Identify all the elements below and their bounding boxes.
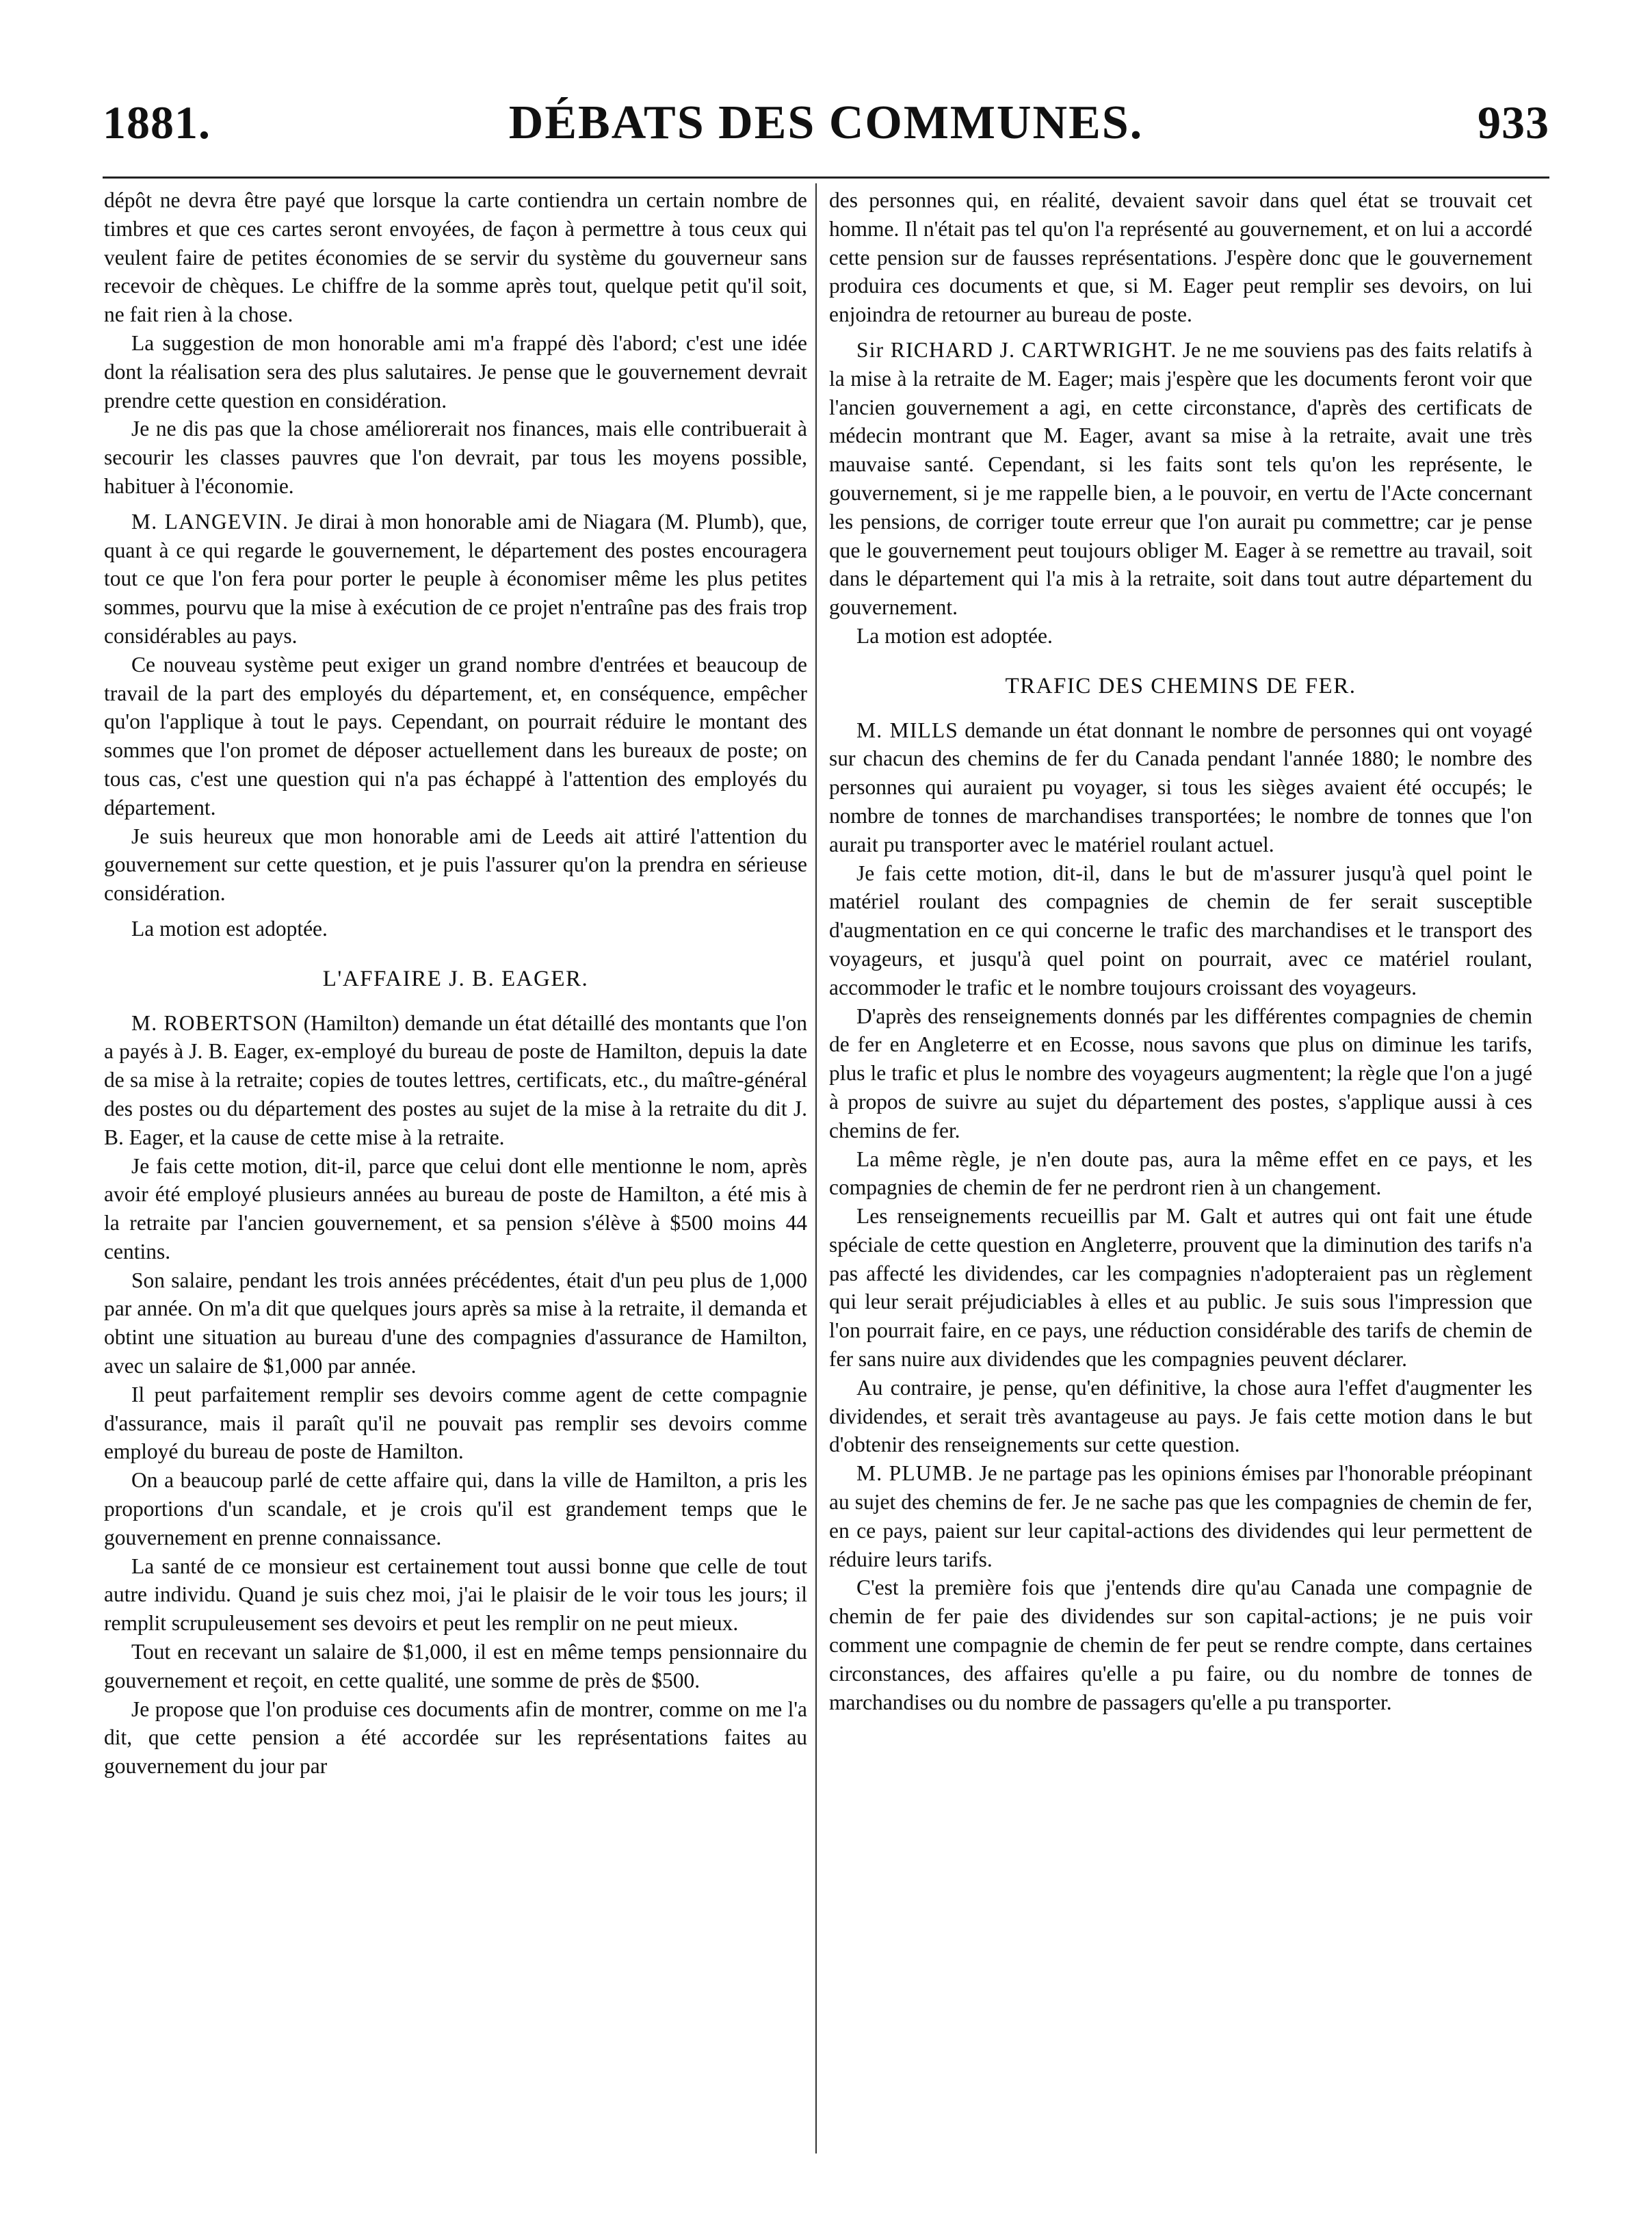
paragraph: Les renseignements recueillis par M. Galt et autres qui ont fait une étude spéciale de cette question en Angleterre, prouvent que la diminution des tarifs n'a pas affecté les dividendes, car les compagnies n'adopteraient pas un règlement qui leur serait préjudiciables à elles et au public. Je suis sous l'impression que l'on pourrait faire, en ce pays, une réduction considérable des tarifs de chemin de fer sans nuire aux dividendes que les compagnies peuvent déclarer. xyxy=(829,1204,1532,1372)
paragraph: Tout en recevant un salaire de $1,000, il est en même temps pensionnaire du gouvernement et reçoit, en cette qualité, une somme de près de $500. xyxy=(104,1640,807,1692)
paragraph: Je fais cette motion, dit-il, parce que celui dont elle mentionne le nom, après avoir été employé plusieurs années au bureau de poste de Hamilton, a été mis à la retraite par l'ancien gouvernement, et sa pension s'élève à $500 moins 44 centins. xyxy=(104,1153,807,1263)
right-column xyxy=(829,186,1532,1716)
paragraph: Je fais cette motion, dit-il, dans le but de m'assurer jusqu'à quel point le matériel roulant des compagnies de chemin de fer serait susceptible d'augmentation en ce qui concerne le trafic des marchandises et le transport des voyageurs, et jusqu'à quel point on pourrait, avec ce matériel roulant, accommoder le trafic et le nombre toujours croissant des voyageurs. xyxy=(829,861,1532,999)
paragraph xyxy=(829,716,1532,859)
speaker-name: Sir RICHARD J. CARTWRIGHT. xyxy=(856,337,1177,362)
paragraph: dépôt ne devra être payé que lorsque la carte contiendra un certain nombre de timbres et que ces cartes seront envoyées, de façon à permettre à tous ceux qui veulent faire de petites économies de se servir du système du gouverneur sans recevoir de chèques. Le chiffre de la somme après tout, quelque petit qu'il soit, ne fait rien à la chose. xyxy=(104,188,807,327)
paragraph-text: Je dirai à mon honorable ami de Niagara (M. Plumb), que, quant à ce qui regarde le gouvernement, le département des postes encouragera tout ce que l'on fera pour porter le peuple à économiser même les plus petites sommes, pourvu que la mise à exécution de ce projet n'entraîne pas des frais trop considérables au pays. xyxy=(104,509,808,648)
paragraph: D'après des renseignements donnés par les différentes compagnies de chemin de fer en Angleterre et en Ecosse, nous savons que plus on diminue les tarifs, plus le trafic et plus le nombre des voyageurs augmentent; la règle que l'on a jugé à propos de suivre au sujet du département des postes, s'applique aussi à ces chemins de fer. xyxy=(829,1004,1532,1142)
paragraph-text: demande un état donnant le nombre de personnes qui ont voyagé sur chacun des chemins de fer du Canada pendant l'année 1880; le nombre des personnes qui auraient pu voyager, si tous les sièges avaient été occupés; le nombre de tonnes de marchandises transportées; le nombre de tonnes que l'on aurait pu transporter avec le matériel roulant actuel. xyxy=(829,718,1533,856)
paragraph: On a beaucoup parlé de cette affaire qui, dans la ville de Hamilton, a pris les proportions d'un scandale, et je crois qu'il est grandement temps que le gouvernement en prenne connaissance. xyxy=(104,1468,807,1549)
paragraph: La motion est adoptée. xyxy=(131,916,328,941)
paragraph xyxy=(104,508,807,651)
speaker-name: M. MILLS xyxy=(856,718,959,742)
paragraph-text: Je ne partage pas les opinions émises par l'honorable préopinant au sujet des chemins de fer. Je ne sache pas que les compagnies de chemin de fer, en ce pays, paient sur leur capital-actions des dividendes qui leur permettent de réduire leurs tarifs. xyxy=(829,1461,1532,1571)
paragraph: Ce nouveau système peut exiger un grand nombre d'entrées et beaucoup de travail de la part des employés du département, et, en conséquence, empêcher qu'on l'applique à tout le pays. Cependant, on pourrait réduire le montant des sommes que l'on promet de déposer actuellement dans les bureaux de poste; on tous cas, c'est une question qui n'a pas échappé à l'attention des employés du département. xyxy=(104,652,807,820)
section-heading: TRAFIC DES CHEMINS DE FER. xyxy=(1005,673,1356,698)
paragraph-text: Je ne me souviens pas des faits relatifs à la mise à la retraite de M. Eager; mais j'espère que les documents feront voir que l'ancien gouvernement a agi, en cette circonstance, d'après des certificats de médecin montrant que M. Eager, avant sa mise à la retraite, avait une très mauvaise santé. Cependant, si les faits sont tels qu'on les représente, le gouvernement, si je me rappelle bien, a le pouvoir, en vertu de l'Acte concernant les pensions, de corriger toute erreur que l'on aurait pu commettre; car je pense que le gouvernement peut toujours obliger M. Eager à se remettre au travail, soit dans le département qui l'a mis à la retraite, soit dans tout autre département du gouvernement. xyxy=(829,337,1533,620)
header-rule xyxy=(103,176,1549,179)
speaker-name: M. ROBERTSON xyxy=(131,1010,298,1035)
speaker-name: M. LANGEVIN. xyxy=(131,509,289,534)
paragraph: Il peut parfaitement remplir ses devoirs comme agent de cette compagnie d'assurance, mais il paraît qu'il ne pouvait pas remplir ses devoirs comme employé du bureau de poste de Hamilton. xyxy=(104,1382,807,1464)
header-title: DÉBATS DES COMMUNES. xyxy=(508,96,1144,149)
paragraph xyxy=(829,1459,1532,1573)
column-divider xyxy=(815,183,817,2153)
paragraph: La même règle, je n'en doute pas, aura la même effet en ce pays, et les compagnies de chemin de fer ne perdront rien à un changement. xyxy=(829,1147,1532,1200)
paragraph: La motion est adoptée. xyxy=(856,623,1053,648)
paragraph: C'est la première fois que j'entends dire qu'au Canada une compagnie de chemin de fer paie des dividendes sur son capital-actions; je ne puis voir comment une compagnie de chemin de fer peut se rendre compte, dans certaines circonstances, des affaires qu'elle a pu faire, ou du nombre de tonnes de marchandises ou du nombre de passagers qu'elle a pu transporter. xyxy=(829,1575,1532,1714)
header-year: 1881. xyxy=(103,96,211,148)
paragraph: Je ne dis pas que la chose améliorerait nos finances, mais elle contribuerait à secourir les classes pauvres que l'on devrait, par tous les moyens possible, habituer à l'économie. xyxy=(104,417,807,498)
paragraph: Au contraire, je pense, qu'en définitive, la chose aura l'effet d'augmenter les dividendes, et serait très avantageuse au pays. Je fais cette motion dans le but d'obtenir des renseignements sur cette question. xyxy=(829,1375,1532,1457)
paragraph: La santé de ce monsieur est certainement tout aussi bonne que celle de tout autre individu. Quand je suis chez moi, j'ai le plaisir de le voir tous les jours; il remplit scrupuleusement ses devoirs et peut les remplir on ne peut mieux. xyxy=(104,1554,807,1636)
paragraph-text: (Hamilton) demande un état détaillé des montants que l'on a payés à J. B. Eager, ex-employé du bureau de poste de Hamilton, depuis la date de sa mise à la retraite; copies de toutes lettres, certificats, etc., du maître-général des postes ou du département des postes au sujet de la mise à la retraite du dit J. B. Eager, et la cause de cette mise à la retraite. xyxy=(104,1010,807,1149)
section-heading: L'AFFAIRE J. B. EAGER. xyxy=(322,966,589,991)
paragraph: Je suis heureux que mon honorable ami de Leeds ait attiré l'attention du gouvernement sur cette question, et je puis l'assurer qu'on la prendra en sérieuse considération. xyxy=(104,824,807,906)
paragraph: Son salaire, pendant les trois années précédentes, était d'un peu plus de 1,000 par année. On m'a dit que quelques jours après sa mise à la retraite, il demanda et obtint une situation au bureau d'une des compagnies d'assurance de Hamilton, avec un salaire de $1,000 par année. xyxy=(104,1268,807,1378)
paragraph xyxy=(104,1009,807,1152)
left-column xyxy=(104,186,807,1781)
paragraph xyxy=(829,336,1532,622)
paragraph: Je propose que l'on produise ces documents afin de montrer, comme on me l'a dit, que cette pension a été accordée sur les représentations faites au gouvernement du jour par xyxy=(104,1697,807,1779)
paragraph: des personnes qui, en réalité, devaient savoir dans quel état se trouvait cet homme. Il n'était pas tel qu'on l'a représenté au gouvernement, et on lui a accordé cette pension sur de fausses représentations. J'espère donc que le gouvernement produira ces documents et que, si M. Eager peut remplir ses devoirs, on lui enjoindra de retourner au bureau de poste. xyxy=(829,188,1532,327)
page-header xyxy=(103,96,1549,171)
paragraph: La suggestion de mon honorable ami m'a frappé dès l'abord; c'est une idée dont la réalisation sera des plus salutaires. Je pense que le gouvernement devrait prendre cette question en considération. xyxy=(104,330,807,413)
speaker-name: M. PLUMB. xyxy=(856,1461,974,1486)
header-page-number: 933 xyxy=(1478,96,1549,148)
